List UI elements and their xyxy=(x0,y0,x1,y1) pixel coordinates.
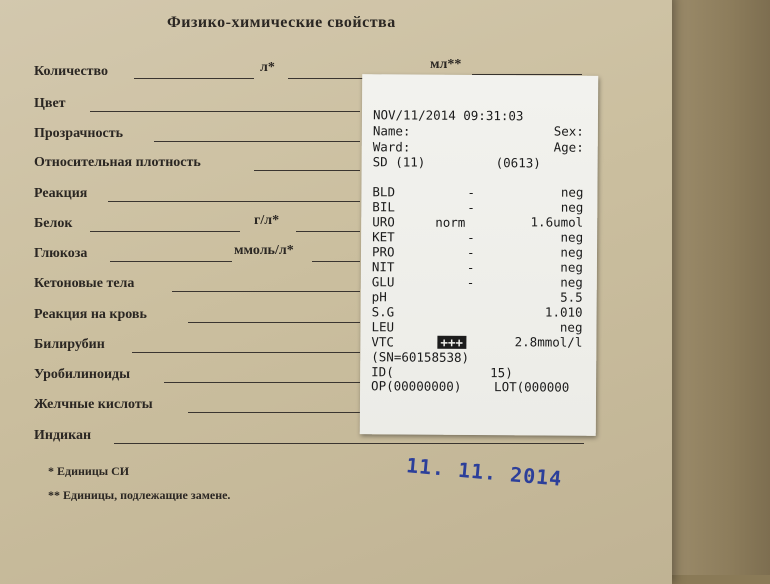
result-param: VTC xyxy=(371,334,395,350)
result-param: S.G xyxy=(371,304,395,320)
result-value: 2.8mmol/l xyxy=(514,334,583,350)
receipt-sex-label: Sex: xyxy=(553,123,584,139)
result-param: KET xyxy=(372,229,395,245)
field-line-glucose xyxy=(110,261,232,262)
analyzer-receipt xyxy=(360,74,599,436)
field-label-reaction: Реакция xyxy=(34,186,88,201)
receipt-code: (0613) xyxy=(495,155,541,171)
note-si-units: * Единицы СИ xyxy=(48,464,130,478)
field-line-clarity xyxy=(154,141,360,142)
receipt-serial: (SN=60158538) xyxy=(371,349,470,365)
field-line-urobilinoids xyxy=(164,382,360,383)
field-label-indican: Индикан xyxy=(34,428,92,443)
field-label-urobilinoids: Уробилиноиды xyxy=(34,367,131,382)
result-value: neg xyxy=(560,229,584,245)
field-line-protein-extra xyxy=(296,231,360,232)
field-line-bilirubin xyxy=(132,352,360,353)
field-label-density: Относительная плотность xyxy=(34,155,201,170)
field-label-quantity: Количество xyxy=(34,64,109,79)
result-value: neg xyxy=(560,274,583,290)
result-param: pH xyxy=(371,289,387,305)
result-param: BIL xyxy=(372,199,395,215)
result-mark: - xyxy=(467,184,476,200)
field-line-quantity-l xyxy=(134,78,254,79)
field-line-indican xyxy=(114,443,584,444)
receipt-datetime: NOV/11/2014 09:31:03 xyxy=(372,107,524,124)
unit-l: л* xyxy=(260,60,275,75)
field-label-bilirubin: Билирубин xyxy=(34,337,105,352)
field-line-color xyxy=(90,111,360,112)
result-value: neg xyxy=(560,184,584,200)
result-value: neg xyxy=(560,244,584,260)
unit-mmol-per-l: ммоль/л* xyxy=(234,243,294,258)
field-line-reaction xyxy=(108,201,360,202)
result-param: GLU xyxy=(371,274,395,290)
receipt-op: OP(00000000) xyxy=(371,378,462,394)
result-mark: - xyxy=(466,244,475,260)
result-mark-highlighted: +++ xyxy=(437,336,466,349)
result-value: neg xyxy=(560,199,584,215)
field-label-clarity: Прозрачность xyxy=(34,126,123,141)
result-mark: - xyxy=(467,229,475,245)
receipt-id-value: 15) xyxy=(490,365,513,381)
field-line-glucose-extra xyxy=(312,261,360,262)
result-mark: norm xyxy=(435,214,466,230)
result-param: PRO xyxy=(371,244,395,260)
result-param: NIT xyxy=(371,259,395,275)
field-line-ketones xyxy=(172,291,360,292)
unit-ml: мл** xyxy=(430,57,462,72)
receipt-id-label: ID( xyxy=(371,364,394,380)
receipt-age-label: Age: xyxy=(553,139,584,155)
table-surface xyxy=(668,0,770,575)
result-param: LEU xyxy=(371,319,395,335)
field-label-blood: Реакция на кровь xyxy=(34,307,147,322)
field-line-protein xyxy=(90,231,240,232)
result-value: 1.010 xyxy=(544,304,583,320)
result-value: 5.5 xyxy=(560,289,583,305)
result-param: BLD xyxy=(372,184,396,200)
receipt-ward-label: Ward: xyxy=(372,139,411,155)
field-label-bile-acids: Желчные кислоты xyxy=(34,397,153,412)
result-param: URO xyxy=(372,214,395,230)
result-mark: - xyxy=(466,274,475,290)
result-mark: - xyxy=(467,199,475,215)
field-label-color: Цвет xyxy=(34,96,66,111)
form-title: Физико-химические свойства xyxy=(167,14,396,31)
field-line-density xyxy=(254,170,360,171)
field-line-bile-acids xyxy=(188,412,360,413)
note-replace-units: ** Единицы, подлежащие замене. xyxy=(48,488,231,502)
field-label-glucose: Глюкоза xyxy=(34,246,88,261)
receipt-lot: LOT(000000 xyxy=(494,379,570,395)
field-line-blood xyxy=(188,322,360,323)
field-label-ketones: Кетоновые тела xyxy=(34,276,135,291)
date-stamp: 11. 11. 2014 xyxy=(405,453,564,491)
result-value: neg xyxy=(559,319,583,335)
result-value: 1.6umol xyxy=(530,214,584,230)
result-mark: - xyxy=(466,259,475,275)
receipt-sd: SD (11) xyxy=(372,154,426,170)
unit-g-per-l: г/л* xyxy=(254,213,280,228)
result-value: neg xyxy=(560,259,583,275)
field-label-protein: Белок xyxy=(34,216,73,231)
receipt-name-label: Name: xyxy=(372,123,411,139)
